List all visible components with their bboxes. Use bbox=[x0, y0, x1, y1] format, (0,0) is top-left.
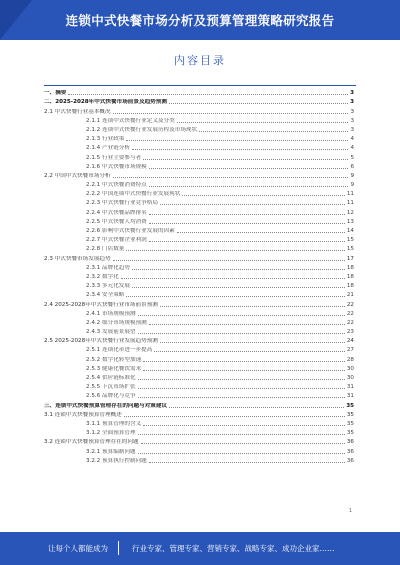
footer-divider bbox=[118, 541, 119, 555]
toc-entry-page: 35 bbox=[346, 420, 354, 427]
toc-entry[interactable] bbox=[44, 87, 354, 96]
toc-entry-label: 3.2.2 预算执行控制问题 bbox=[86, 457, 147, 464]
toc-dot-leader bbox=[154, 351, 345, 352]
toc-entry-page: 15 bbox=[346, 237, 354, 244]
footer-bar bbox=[0, 532, 400, 565]
toc-entry[interactable] bbox=[44, 271, 354, 280]
footer-slogan-left: 让每个人都能成为 bbox=[48, 544, 108, 553]
toc-entry-label: 3.2.1 预算编制问题 bbox=[86, 448, 136, 455]
toc-entry[interactable] bbox=[44, 179, 354, 188]
toc-entry-page: 27 bbox=[346, 347, 354, 354]
toc-entry[interactable] bbox=[44, 418, 354, 427]
report-header-bar bbox=[0, 0, 400, 40]
toc-entry-label: 2.2 中国中式快餐市场分析 bbox=[44, 172, 111, 179]
toc-entry-label: 2.2.8 门店数量 bbox=[86, 246, 125, 253]
toc-entry-label: 2.2.4 中式快餐品牌排名 bbox=[86, 209, 147, 216]
toc-dot-leader bbox=[126, 296, 344, 297]
toc-entry-label: 二、2025-2028年中式快餐市场前景及趋势预测 bbox=[44, 99, 167, 106]
toc-entry-page: 18 bbox=[346, 264, 354, 271]
toc-entry-page: 24 bbox=[346, 338, 354, 345]
toc-dot-leader bbox=[124, 416, 345, 417]
toc-dot-leader bbox=[113, 113, 349, 114]
toc-dot-leader bbox=[149, 324, 345, 325]
toc-entry[interactable] bbox=[44, 216, 354, 225]
toc-dot-leader bbox=[143, 159, 348, 160]
toc-dot-leader bbox=[138, 333, 345, 334]
toc-dot-leader bbox=[169, 103, 348, 104]
toc-entry-label: 2.3.2 数字化 bbox=[86, 273, 119, 280]
toc-dot-leader bbox=[149, 214, 345, 215]
toc-entry[interactable] bbox=[44, 326, 354, 335]
toc-entry-page: 13 bbox=[346, 218, 354, 225]
toc-entry-page: 30 bbox=[346, 375, 354, 381]
toc-entry[interactable] bbox=[44, 344, 354, 353]
toc-entry-page: 18 bbox=[346, 273, 354, 280]
toc-entry-page: 11 bbox=[346, 200, 354, 207]
toc-entry[interactable] bbox=[44, 455, 354, 464]
toc-entry-label: 2.2.5 中式快餐人均消费 bbox=[86, 218, 147, 225]
toc-entry-label: 2.4.1 市场规模预测 bbox=[86, 310, 136, 317]
toc-entry-label: 2.5.1 连锁化率进一步提高 bbox=[86, 347, 153, 354]
toc-dot-leader bbox=[149, 223, 345, 224]
toc-entry[interactable] bbox=[44, 436, 354, 445]
toc-entry-page: 28 bbox=[346, 356, 354, 363]
toc-dot-leader bbox=[138, 388, 345, 389]
toc-entry[interactable] bbox=[44, 308, 354, 317]
toc-entry-label: 2.3.3 多元化发展 bbox=[86, 283, 130, 290]
toc-entry-label: 3.2 连锁中式快餐预算管理存在的问题 bbox=[44, 439, 139, 446]
toc-entry-page: 6 bbox=[350, 163, 354, 170]
toc-entry[interactable] bbox=[44, 335, 354, 344]
toc-entry-page: 23 bbox=[346, 329, 354, 336]
toc-dot-leader bbox=[126, 140, 348, 141]
toc-entry[interactable] bbox=[44, 170, 354, 179]
toc-entry-page: 36 bbox=[346, 448, 354, 455]
toc-entry-page: 31 bbox=[346, 384, 354, 391]
toc-dot-leader bbox=[138, 379, 345, 380]
toc-entry[interactable] bbox=[44, 151, 354, 160]
toc-dot-leader bbox=[149, 168, 349, 169]
toc-entry-page: 4 bbox=[350, 136, 354, 143]
table-of-contents bbox=[44, 87, 354, 464]
toc-dot-leader bbox=[121, 278, 345, 279]
report-title: 连锁中式快餐市场分析及预算管理策略研究报告 bbox=[65, 13, 335, 28]
toc-entry-page: 3 bbox=[350, 99, 354, 106]
toc-dot-leader bbox=[132, 149, 348, 150]
toc-entry-page: 36 bbox=[346, 439, 354, 446]
toc-entry[interactable] bbox=[44, 289, 354, 298]
toc-entry-label: 2.3 中式快餐市场发展趋势 bbox=[44, 255, 111, 262]
toc-entry-label: 2.1.4 产业链分析 bbox=[86, 145, 130, 152]
toc-dot-leader bbox=[138, 315, 345, 316]
toc-entry-page: 36 bbox=[346, 457, 354, 464]
toc-entry-label: 2.2.3 中式快餐行业竞争格局 bbox=[86, 200, 158, 207]
toc-entry-label: 2.5.5 下沉市场扩张 bbox=[86, 384, 136, 391]
toc-entry-label: 2.2.2 中国连锁中式快餐行业发展现状 bbox=[86, 191, 181, 198]
page-number: 1 bbox=[348, 508, 352, 514]
toc-entry[interactable] bbox=[44, 372, 354, 381]
toc-entry-label: 2.4 2025-2028年中式快餐行业市场前景预测 bbox=[44, 301, 158, 308]
toc-entry-label: 2.1.5 行业主要参与者 bbox=[86, 154, 142, 161]
toc-dot-leader bbox=[199, 131, 348, 132]
toc-dot-leader bbox=[138, 453, 345, 454]
toc-entry-label: 2.1 中式快餐行业基本概况 bbox=[44, 108, 111, 115]
toc-dot-leader bbox=[160, 342, 345, 343]
toc-entry-label: 2.2.1 中式快餐消费特点 bbox=[86, 182, 147, 189]
toc-dot-leader bbox=[68, 94, 348, 95]
toc-entry-label: 2.5.4 供应链标准化 bbox=[86, 375, 136, 381]
toc-entry-label: 2.5.6 品牌化与竞争 bbox=[86, 393, 136, 400]
toc-entry[interactable] bbox=[44, 142, 354, 151]
toc-entry-page: 22 bbox=[346, 310, 354, 317]
toc-entry[interactable] bbox=[44, 390, 354, 399]
toc-dot-leader bbox=[141, 443, 345, 444]
toc-entry-page: 35 bbox=[346, 411, 354, 418]
toc-entry-label: 2.1.1 连锁中式快餐行业定义及分类 bbox=[86, 117, 175, 124]
toc-entry[interactable] bbox=[44, 317, 354, 326]
toc-entry-page: 35 bbox=[346, 430, 354, 437]
toc-entry-label: 2.5 2025-2028年中式快餐行业发展趋势预测 bbox=[44, 338, 158, 345]
toc-entry-label: 2.2.7 中式快餐企业利润 bbox=[86, 237, 147, 244]
toc-entry-page: 3 bbox=[350, 126, 354, 133]
toc-dot-leader bbox=[169, 407, 344, 408]
toc-entry-page: 14 bbox=[346, 228, 354, 234]
toc-dot-leader bbox=[113, 260, 345, 261]
toc-entry-page: 17 bbox=[346, 255, 354, 262]
toc-dot-leader bbox=[126, 250, 344, 251]
toc-entry-label: 2.5.3 健康化餐饮需求 bbox=[86, 365, 142, 372]
toc-entry-label: 一、摘要 bbox=[44, 90, 67, 97]
toc-dot-leader bbox=[182, 195, 345, 196]
toc-dot-leader bbox=[143, 425, 345, 426]
toc-entry-page: 18 bbox=[346, 283, 354, 290]
toc-entry[interactable] bbox=[44, 161, 354, 170]
toc-entry-label: 2.3.4 安全策略 bbox=[86, 292, 125, 299]
toc-dot-leader bbox=[143, 361, 345, 362]
toc-entry-page: 3 bbox=[350, 108, 354, 115]
toc-entry-label: 2.1.2 连锁中式快餐行业发展历程及市场现状 bbox=[86, 126, 198, 133]
toc-entry-page: 4 bbox=[350, 145, 354, 152]
toc-entry[interactable] bbox=[44, 105, 354, 114]
toc-entry[interactable] bbox=[44, 280, 354, 289]
toc-entry[interactable] bbox=[44, 298, 354, 307]
toc-entry-label: 2.3.1 品牌化趋势 bbox=[86, 264, 130, 271]
toc-entry[interactable] bbox=[44, 96, 354, 105]
toc-entry-page: 31 bbox=[346, 393, 354, 400]
toc-entry-page: 15 bbox=[346, 246, 354, 253]
toc-dot-leader bbox=[149, 186, 349, 187]
toc-entry-label: 2.4.2 细分市场规模预测 bbox=[86, 319, 147, 326]
toc-entry[interactable] bbox=[44, 243, 354, 252]
toc-dot-leader bbox=[149, 241, 345, 242]
toc-entry-page: 12 bbox=[346, 209, 354, 216]
toc-entry[interactable] bbox=[44, 252, 354, 261]
toc-dot-leader bbox=[143, 370, 345, 371]
toc-entry-label: 3.1.2 全面预算管理 bbox=[86, 430, 136, 437]
toc-dot-leader bbox=[138, 434, 345, 435]
toc-entry-page: 30 bbox=[346, 365, 354, 372]
toc-dot-leader bbox=[177, 122, 349, 123]
toc-entry-page: 5 bbox=[350, 154, 354, 161]
toc-dot-leader bbox=[149, 462, 345, 463]
toc-entry[interactable] bbox=[44, 115, 354, 124]
toc-entry-label: 3.1 连锁中式快餐预算管理概述 bbox=[44, 411, 122, 418]
toc-entry-page: 9 bbox=[350, 182, 354, 189]
toc-entry[interactable] bbox=[44, 363, 354, 372]
toc-divider bbox=[44, 85, 356, 86]
toc-entry-page: 3 bbox=[350, 117, 354, 124]
toc-entry[interactable] bbox=[44, 381, 354, 390]
toc-entry-label: 2.4.3 发展前景展望 bbox=[86, 329, 136, 336]
toc-entry[interactable] bbox=[44, 124, 354, 133]
toc-dot-leader bbox=[132, 287, 345, 288]
toc-entry-page: 22 bbox=[346, 301, 354, 308]
toc-entry[interactable] bbox=[44, 197, 354, 206]
footer-slogan-right: 行业专家、管理专家、营销专家、战略专家、成功企业家…… bbox=[132, 544, 335, 553]
toc-entry[interactable] bbox=[44, 262, 354, 271]
toc-entry[interactable] bbox=[44, 188, 354, 197]
toc-entry-page: 11 bbox=[346, 191, 354, 198]
toc-entry-page: 21 bbox=[346, 292, 354, 299]
toc-entry-page: 35 bbox=[346, 402, 354, 409]
toc-entry-label: 3.1.1 预算管理的含义 bbox=[86, 420, 142, 427]
toc-dot-leader bbox=[113, 177, 349, 178]
toc-entry-label: 2.2.6 影响中式快餐行业发展的因素 bbox=[86, 228, 175, 234]
toc-entry-label: 2.5.2 数字化转型加速 bbox=[86, 356, 142, 363]
toc-entry[interactable] bbox=[44, 234, 354, 243]
toc-entry[interactable] bbox=[44, 409, 354, 418]
toc-entry[interactable] bbox=[44, 445, 354, 454]
toc-dot-leader bbox=[177, 232, 345, 233]
toc-entry-label: 2.1.6 中式快餐市场规模 bbox=[86, 163, 147, 170]
toc-entry[interactable] bbox=[44, 399, 354, 408]
toc-heading: 内容目录 bbox=[174, 54, 226, 67]
toc-entry-page: 22 bbox=[346, 319, 354, 326]
toc-dot-leader bbox=[138, 397, 345, 398]
toc-entry-label: 2.1.3 行业政策 bbox=[86, 136, 125, 143]
toc-entry[interactable] bbox=[44, 225, 354, 234]
toc-entry[interactable] bbox=[44, 427, 354, 436]
toc-entry-page: 9 bbox=[350, 172, 354, 179]
toc-dot-leader bbox=[160, 306, 345, 307]
toc-entry-page: 3 bbox=[350, 90, 354, 97]
toc-entry[interactable] bbox=[44, 133, 354, 142]
toc-dot-leader bbox=[160, 204, 345, 205]
toc-entry-label: 三、连锁中式快餐预算管理存在的问题与对策建议 bbox=[44, 402, 168, 409]
toc-dot-leader bbox=[132, 269, 345, 270]
toc-entry[interactable] bbox=[44, 353, 354, 362]
toc-entry[interactable] bbox=[44, 206, 354, 215]
